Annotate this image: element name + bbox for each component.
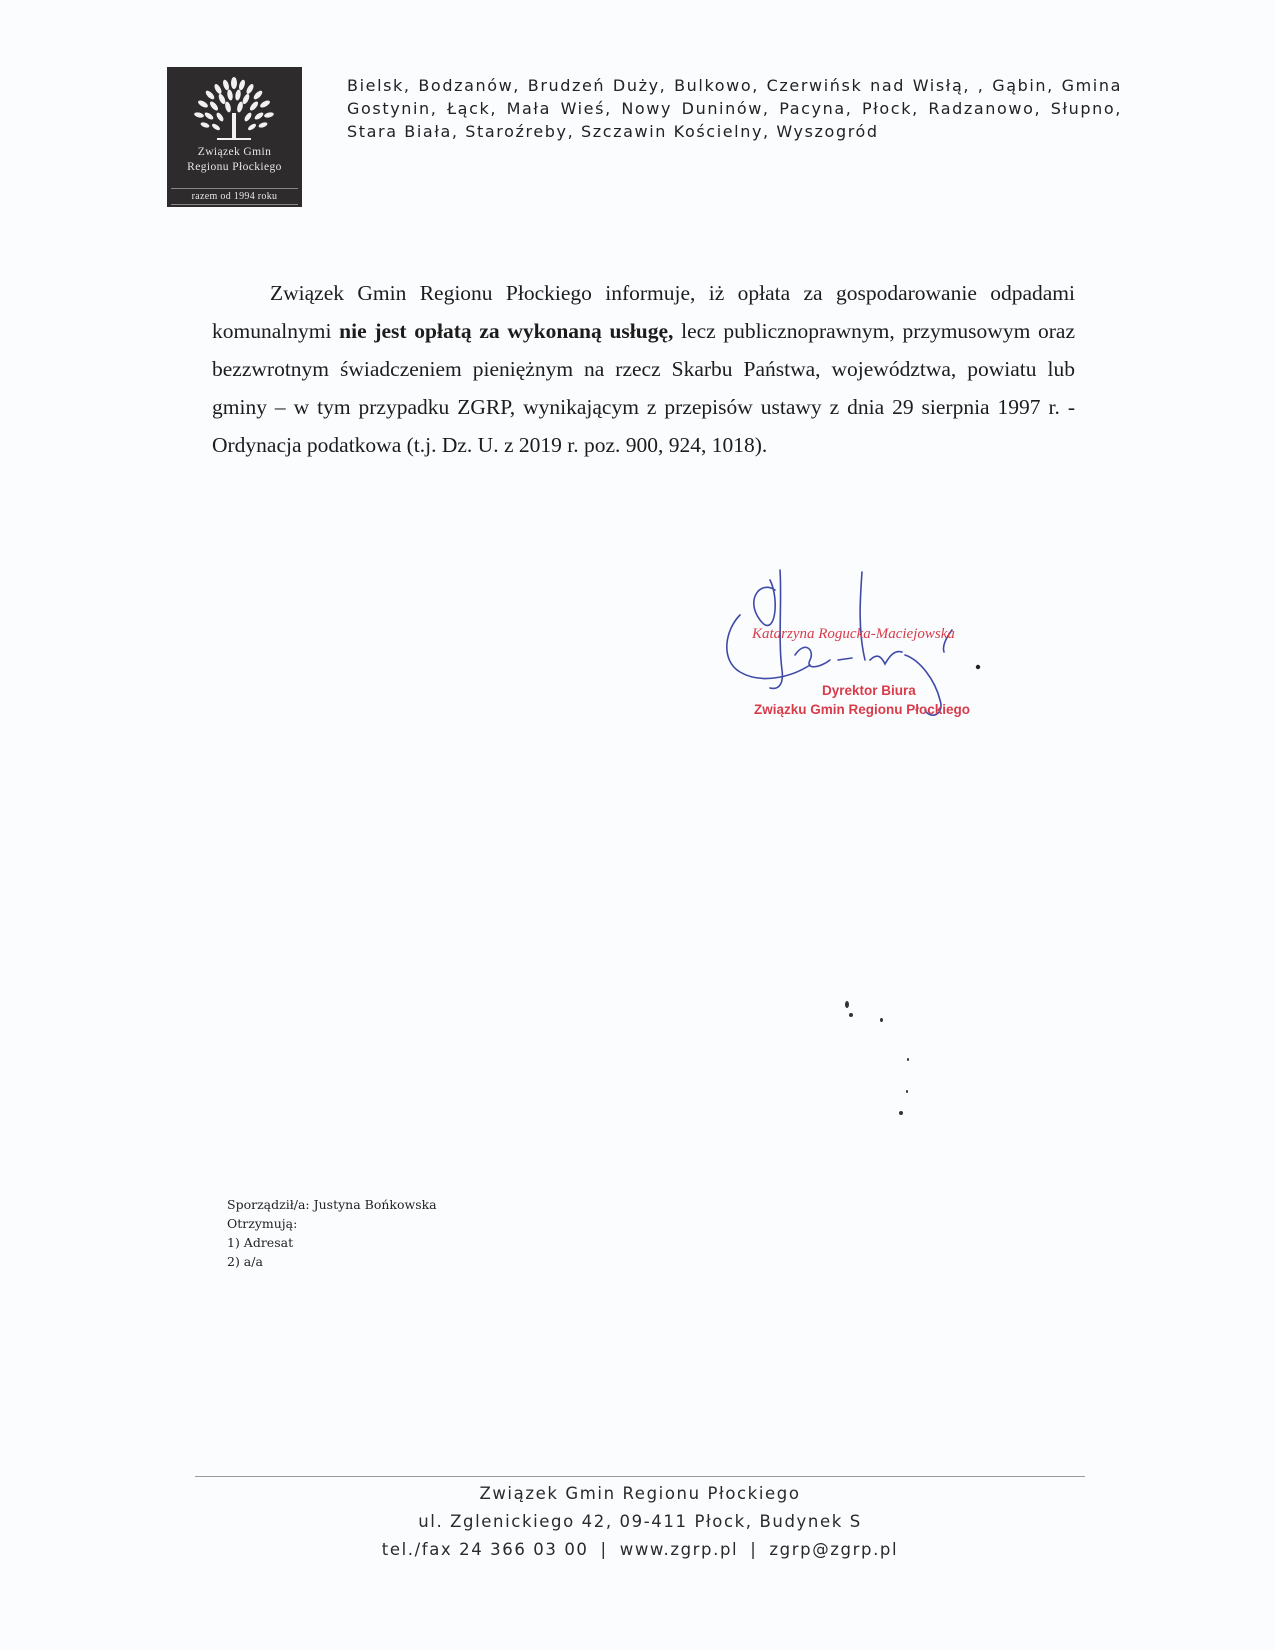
logo-since: razem od 1994 roku [171, 188, 298, 205]
footer-separator: | [600, 1540, 608, 1559]
tree-icon [187, 75, 282, 143]
prepared-by-block [227, 1195, 437, 1271]
signatory-name: Katarzyna Rogucka-Maciejowska [752, 626, 955, 642]
signature-block [720, 560, 1040, 740]
logo-name-line2: Regionu Płockiego [187, 161, 282, 173]
scan-speck [880, 1018, 883, 1022]
footer-phone: tel./fax 24 366 03 00 [381, 1540, 589, 1559]
footer-divider [195, 1476, 1085, 1477]
footer-website[interactable]: www.zgrp.pl [619, 1540, 739, 1559]
footer [195, 1480, 1085, 1564]
body-paragraph [212, 274, 1075, 464]
logo-org-name [167, 145, 302, 175]
scan-speck [906, 1090, 908, 1093]
body-text-part2: lecz publicznoprawnym, przymusowym oraz bezzwrotnym świadczeniem pieniężnym na rzecz Skarbu Państwa, województwa, powiatu lub gminy – w tym przypadku ZGRP, wynikającym z przepisów ustawy z dnia 29 sierpnia 1997 r. - Ordynacja podatkowa (t.j. Dz. U. z 2019 r. poz. 900, 924, 1018). [212, 318, 1075, 457]
body-text-bold: nie jest opłatą za wykonaną usługę, [339, 318, 674, 343]
footer-org: Związek Gmin Regionu Płockiego [479, 1484, 801, 1503]
prepared-by: Sporządził/a: Justyna Bońkowska [227, 1197, 437, 1212]
signatory-role: Dyrektor Biura [822, 683, 916, 698]
body-text-part1: Związek Gmin Regionu Płockiego informuje, iż opłata za gospodarowanie odpadami komunalnymi [212, 280, 1075, 343]
recipients-label: Otrzymują: [227, 1216, 298, 1231]
footer-address: ul. Zglenickiego 42, 09-411 Płock, Budynek S [418, 1512, 862, 1531]
recipient-item: 2) a/a [227, 1254, 263, 1269]
signatory-organization: Związku Gmin Regionu Płockiego [754, 702, 971, 717]
footer-contact [195, 1536, 1085, 1564]
scan-speck [907, 1058, 909, 1061]
scan-speck [899, 1111, 903, 1115]
member-municipalities: Bielsk, Bodzanów, Brudzeń Duży, Bulkowo, Czerwińsk nad Wisłą, , Gąbin, Gmina Gostynin, Łąck, Mała Wieś, Nowy Duninów, Pacyna, Płock, Radzanowo, Słupno, Stara Biała, Staroźreby, Szczawin Kościelny, Wyszogród [347, 76, 1122, 141]
scan-speck [849, 1013, 853, 1017]
footer-separator: | [750, 1540, 758, 1559]
footer-email[interactable]: zgrp@zgrp.pl [769, 1540, 899, 1559]
zgrp-logo [167, 67, 302, 207]
logo-name-line1: Związek Gmin [197, 146, 272, 158]
scan-speck [845, 1001, 849, 1008]
recipient-item: 1) Adresat [227, 1235, 294, 1250]
